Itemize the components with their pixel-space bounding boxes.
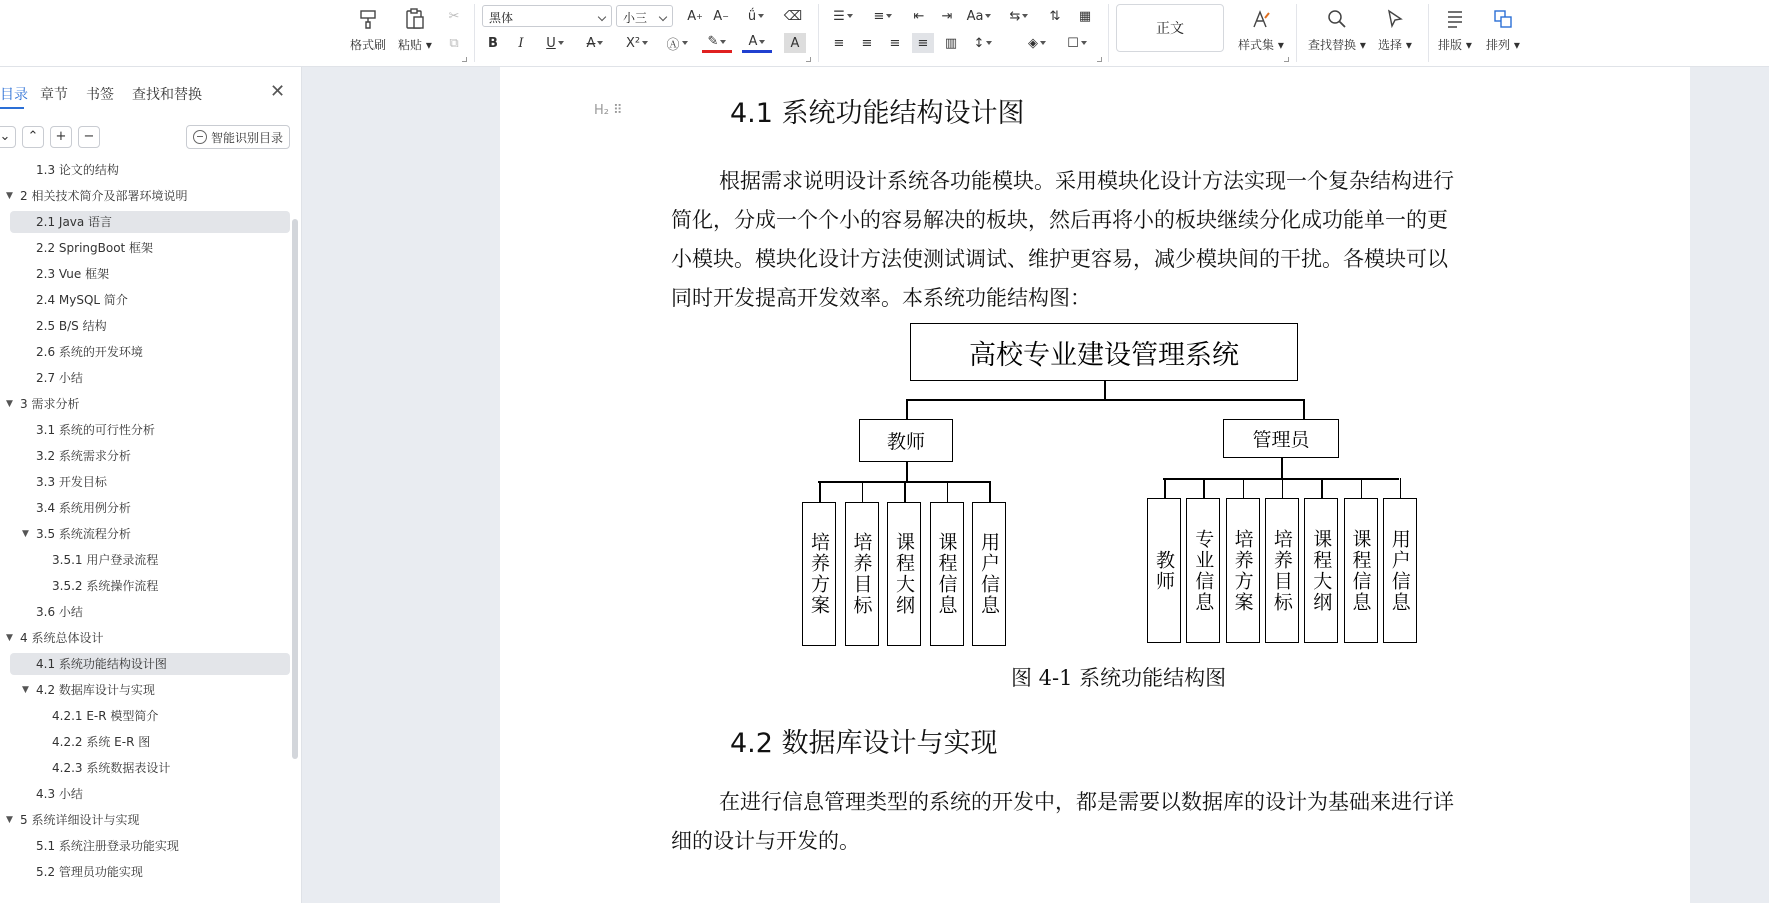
toc-item-label: 4.1 系统功能结构设计图: [36, 657, 167, 671]
clear-format-icon[interactable]: ⌫: [783, 8, 803, 24]
char-shading-icon[interactable]: A: [784, 33, 806, 53]
bullet-list-icon[interactable]: ☰: [828, 6, 858, 26]
toc-item-label: 2.4 MySQL 简介: [36, 293, 128, 307]
toc-item[interactable]: [0, 471, 290, 493]
toc-item-label: 5 系统详细设计与实现: [20, 813, 140, 827]
toc-item-label: 3 需求分析: [20, 397, 80, 411]
align-left-icon[interactable]: ≡: [833, 35, 845, 51]
paragraph-4-1: 根据需求说明设计系统各功能模块。采用模块化设计方法实现一个复杂结构进行 简化，分成一个个小的容易解决的板块，然后再将小的板块继续分化成功能单一的更 小模块。模块化设计方法使测试调试、维护更容易，减少模块间的干扰。各模块可以 同时开发提高开发效率。本系统功能结构图：: [671, 169, 1454, 310]
chevron-up-icon[interactable]: ⌃: [22, 126, 44, 148]
numbered-list-icon[interactable]: ≡: [868, 6, 898, 26]
highlight-color-icon[interactable]: ✎: [702, 33, 732, 53]
toc-item-label: 3.6 小结: [36, 605, 83, 619]
toc-item[interactable]: [0, 523, 290, 545]
toc-item[interactable]: [0, 263, 290, 285]
sort-icon[interactable]: ⇅: [1049, 8, 1061, 24]
smart-detect-icon: [193, 130, 207, 144]
format-painter-button[interactable]: 格式刷: [350, 6, 386, 53]
toc-item[interactable]: [0, 549, 290, 571]
change-case-icon[interactable]: Aa: [964, 6, 994, 26]
toc-item-label: 1.3 论文的结构: [36, 163, 119, 177]
search-icon: [1324, 6, 1350, 32]
toc-item[interactable]: [0, 367, 290, 389]
line-spacing-icon[interactable]: ↕: [968, 33, 998, 53]
text-effect-icon[interactable]: Ⓐ: [662, 33, 692, 53]
diagram-leaf-box: 课程大纲: [887, 502, 921, 646]
expand-arrow-icon[interactable]: ▼: [6, 633, 13, 643]
add-entry-button[interactable]: +: [50, 126, 72, 148]
brush-icon: [355, 6, 381, 32]
expand-arrow-icon[interactable]: ▼: [6, 191, 13, 201]
diagram-leaf-box: 培养目标: [845, 502, 879, 646]
toc-item-label: 3.1 系统的可行性分析: [36, 423, 155, 437]
toc-item[interactable]: [0, 757, 290, 779]
figure-caption: 图 4-1 系统功能结构图: [1011, 666, 1227, 690]
toc-item[interactable]: [10, 211, 290, 233]
borders-icon[interactable]: ☐: [1062, 33, 1092, 53]
text-direction-icon[interactable]: ⇆: [1004, 6, 1034, 26]
toc-item[interactable]: [0, 835, 290, 857]
cut-icon[interactable]: ✂: [448, 8, 460, 24]
diagram-admin-box: 管理员: [1223, 419, 1339, 458]
toc-item[interactable]: [0, 497, 290, 519]
underline-button[interactable]: U: [540, 33, 570, 53]
paragraph-4-2: 在进行信息管理类型的系统的开发中，都是需要以数据库的设计为基础来进行详 细的设计与开发的。: [671, 790, 1454, 853]
justify-icon[interactable]: ≡: [912, 33, 934, 53]
styles-dialog-launcher[interactable]: [1284, 57, 1289, 62]
diagram-leaf-box: 培养目标: [1265, 498, 1299, 643]
toc-item[interactable]: [0, 783, 290, 805]
phonetic-guide-icon[interactable]: ǘ: [740, 6, 772, 26]
increase-indent-icon[interactable]: ⇥: [941, 8, 953, 24]
smart-toc-button[interactable]: 智能识别目录: [186, 125, 290, 149]
toc-item-label: 3.3 开发目标: [36, 475, 107, 489]
ribbon-toolbar: [0, 0, 1769, 67]
toc-item-label: 5.1 系统注册登录功能实现: [36, 839, 179, 853]
toc-item[interactable]: [0, 315, 290, 337]
clipboard-dialog-launcher[interactable]: [462, 57, 467, 62]
toc-item-label: 3.4 系统用例分析: [36, 501, 131, 515]
toc-item[interactable]: [0, 861, 290, 883]
toc-item[interactable]: [0, 341, 290, 363]
remove-entry-button[interactable]: −: [78, 126, 100, 148]
find-replace-button[interactable]: 查找替换 ▾: [1308, 6, 1366, 53]
toc-item[interactable]: [0, 575, 290, 597]
toc-item-label: 2.3 Vue 框架: [36, 267, 110, 281]
tab-toc[interactable]: 目录: [0, 87, 28, 103]
toc-item[interactable]: [0, 419, 290, 441]
align-center-icon[interactable]: ≡: [861, 35, 873, 51]
toc-item[interactable]: [0, 289, 290, 311]
toc-item[interactable]: [0, 809, 290, 831]
toc-item-label: 2.7 小结: [36, 371, 83, 385]
toc-item-label: 4.2.3 系统数据表设计: [52, 761, 171, 775]
expand-arrow-icon[interactable]: ▼: [22, 529, 29, 539]
diagram-leaf-box: 用户信息: [972, 502, 1006, 646]
close-icon[interactable]: ✕: [270, 81, 286, 102]
toc-item[interactable]: [10, 653, 290, 675]
paste-button[interactable]: 粘贴 ▾: [398, 6, 432, 53]
align-right-icon[interactable]: ≡: [889, 35, 901, 51]
heading-4-2: 4.2 数据库设计与实现: [730, 728, 998, 759]
toc-item[interactable]: [0, 393, 290, 415]
diagram-leaf-box: 教师: [1147, 498, 1181, 643]
layout-button[interactable]: 排版 ▾: [1438, 6, 1472, 53]
arrange-icon: [1490, 6, 1516, 32]
toc-item-label: 2.6 系统的开发环境: [36, 345, 143, 359]
shrink-font-icon[interactable]: A −: [713, 8, 729, 24]
diagram-leaf-box: 课程信息: [1344, 498, 1378, 643]
expand-arrow-icon[interactable]: ▼: [6, 399, 13, 409]
toc-item-label: 4.2.2 系统 E-R 图: [52, 735, 151, 749]
toc-item-label: 3.2 系统需求分析: [36, 449, 131, 463]
distribute-icon[interactable]: ▥: [944, 35, 958, 51]
toc-item-label: 2.5 B/S 结构: [36, 319, 107, 333]
drag-handle-icon[interactable]: ⠿: [613, 103, 622, 118]
toc-item[interactable]: [0, 185, 290, 207]
expand-arrow-icon[interactable]: ▼: [22, 685, 29, 695]
decrease-indent-icon[interactable]: ⇤: [913, 8, 925, 24]
clipboard-icon: [402, 6, 428, 32]
superscript-button[interactable]: X²: [620, 33, 654, 53]
toc-item[interactable]: [0, 237, 290, 259]
toc-item-label: 2.2 SpringBoot 框架: [36, 241, 154, 255]
active-tab-indicator: [0, 107, 24, 109]
toc-item-label: 3.5 系统流程分析: [36, 527, 131, 541]
style-set-button[interactable]: 样式集 ▾: [1238, 6, 1284, 53]
strikethrough-button[interactable]: A: [580, 33, 610, 53]
toc-item-label: 2 相关技术简介及部署环境说明: [20, 189, 188, 203]
heading-level-marker[interactable]: H₂ ⠿: [594, 103, 622, 118]
paragraph-dialog-launcher[interactable]: [1097, 57, 1102, 62]
bold-button[interactable]: B: [488, 35, 498, 51]
tab-bookmarks[interactable]: 书签: [86, 87, 114, 103]
font-dialog-launcher[interactable]: [806, 57, 811, 62]
collapse-down-button[interactable]: ⌄: [0, 126, 16, 148]
diagram-leaf-box: 课程信息: [930, 502, 964, 646]
italic-button[interactable]: I: [518, 35, 524, 51]
font-size-select[interactable]: 小三: [616, 5, 673, 27]
font-color-button[interactable]: A: [742, 33, 772, 53]
toc-item-label: 3.5.2 系统操作流程: [52, 579, 159, 593]
expand-arrow-icon[interactable]: ▼: [6, 815, 13, 825]
tab-find-replace[interactable]: 查找和替换: [132, 87, 202, 103]
toc-item[interactable]: [0, 159, 290, 181]
toc-item[interactable]: [0, 601, 290, 623]
select-button[interactable]: 选择 ▾: [1378, 6, 1412, 53]
show-marks-icon[interactable]: ▦: [1078, 8, 1092, 24]
text-layout-icon: [1442, 6, 1468, 32]
diagram-leaf-box: 用户信息: [1383, 498, 1417, 643]
toc-item[interactable]: [0, 627, 290, 649]
toc-item-label: 4.2.1 E-R 模型简介: [52, 709, 159, 723]
toc-item-label: 5.2 管理员功能实现: [36, 865, 143, 879]
style-preview-normal[interactable]: 正文: [1116, 4, 1224, 52]
toc-item-label: 4.2 数据库设计与实现: [36, 683, 155, 697]
diagram-root-box: 高校专业建设管理系统: [910, 323, 1298, 381]
toc-item[interactable]: [0, 679, 290, 701]
diagram-leaf-box: 培养方案: [802, 502, 836, 646]
diagram-leaf-box: 培养方案: [1226, 498, 1260, 643]
copy-icon[interactable]: ⧉: [449, 35, 459, 51]
toc-item-label: 4 系统总体设计: [20, 631, 104, 645]
document-page[interactable]: [500, 67, 1690, 903]
toc-item-label: 3.5.1 用户登录流程: [52, 553, 159, 567]
shading-icon[interactable]: ◈: [1022, 33, 1052, 53]
toc-item[interactable]: [0, 731, 290, 753]
nav-scrollbar[interactable]: [292, 219, 298, 759]
heading-4-1: 4.1 系统功能结构设计图: [730, 98, 1025, 129]
diagram-leaf-box: 专业信息: [1186, 498, 1220, 643]
diagram-leaf-box: 课程大纲: [1304, 498, 1338, 643]
navigation-pane: [0, 67, 302, 903]
style-brush-icon: [1248, 6, 1274, 32]
tab-chapters[interactable]: 章节: [40, 87, 68, 103]
toc-item[interactable]: [0, 445, 290, 467]
diagram-teacher-box: 教师: [859, 419, 953, 462]
arrange-button[interactable]: 排列 ▾: [1486, 6, 1520, 53]
grow-font-icon[interactable]: A +: [687, 8, 703, 24]
font-name-select[interactable]: 黑体: [482, 5, 612, 27]
toc-item[interactable]: [0, 705, 290, 727]
cursor-arrow-icon: [1382, 6, 1408, 32]
toc-item-label: 4.3 小结: [36, 787, 83, 801]
toc-item-label: 2.1 Java 语言: [36, 215, 113, 229]
